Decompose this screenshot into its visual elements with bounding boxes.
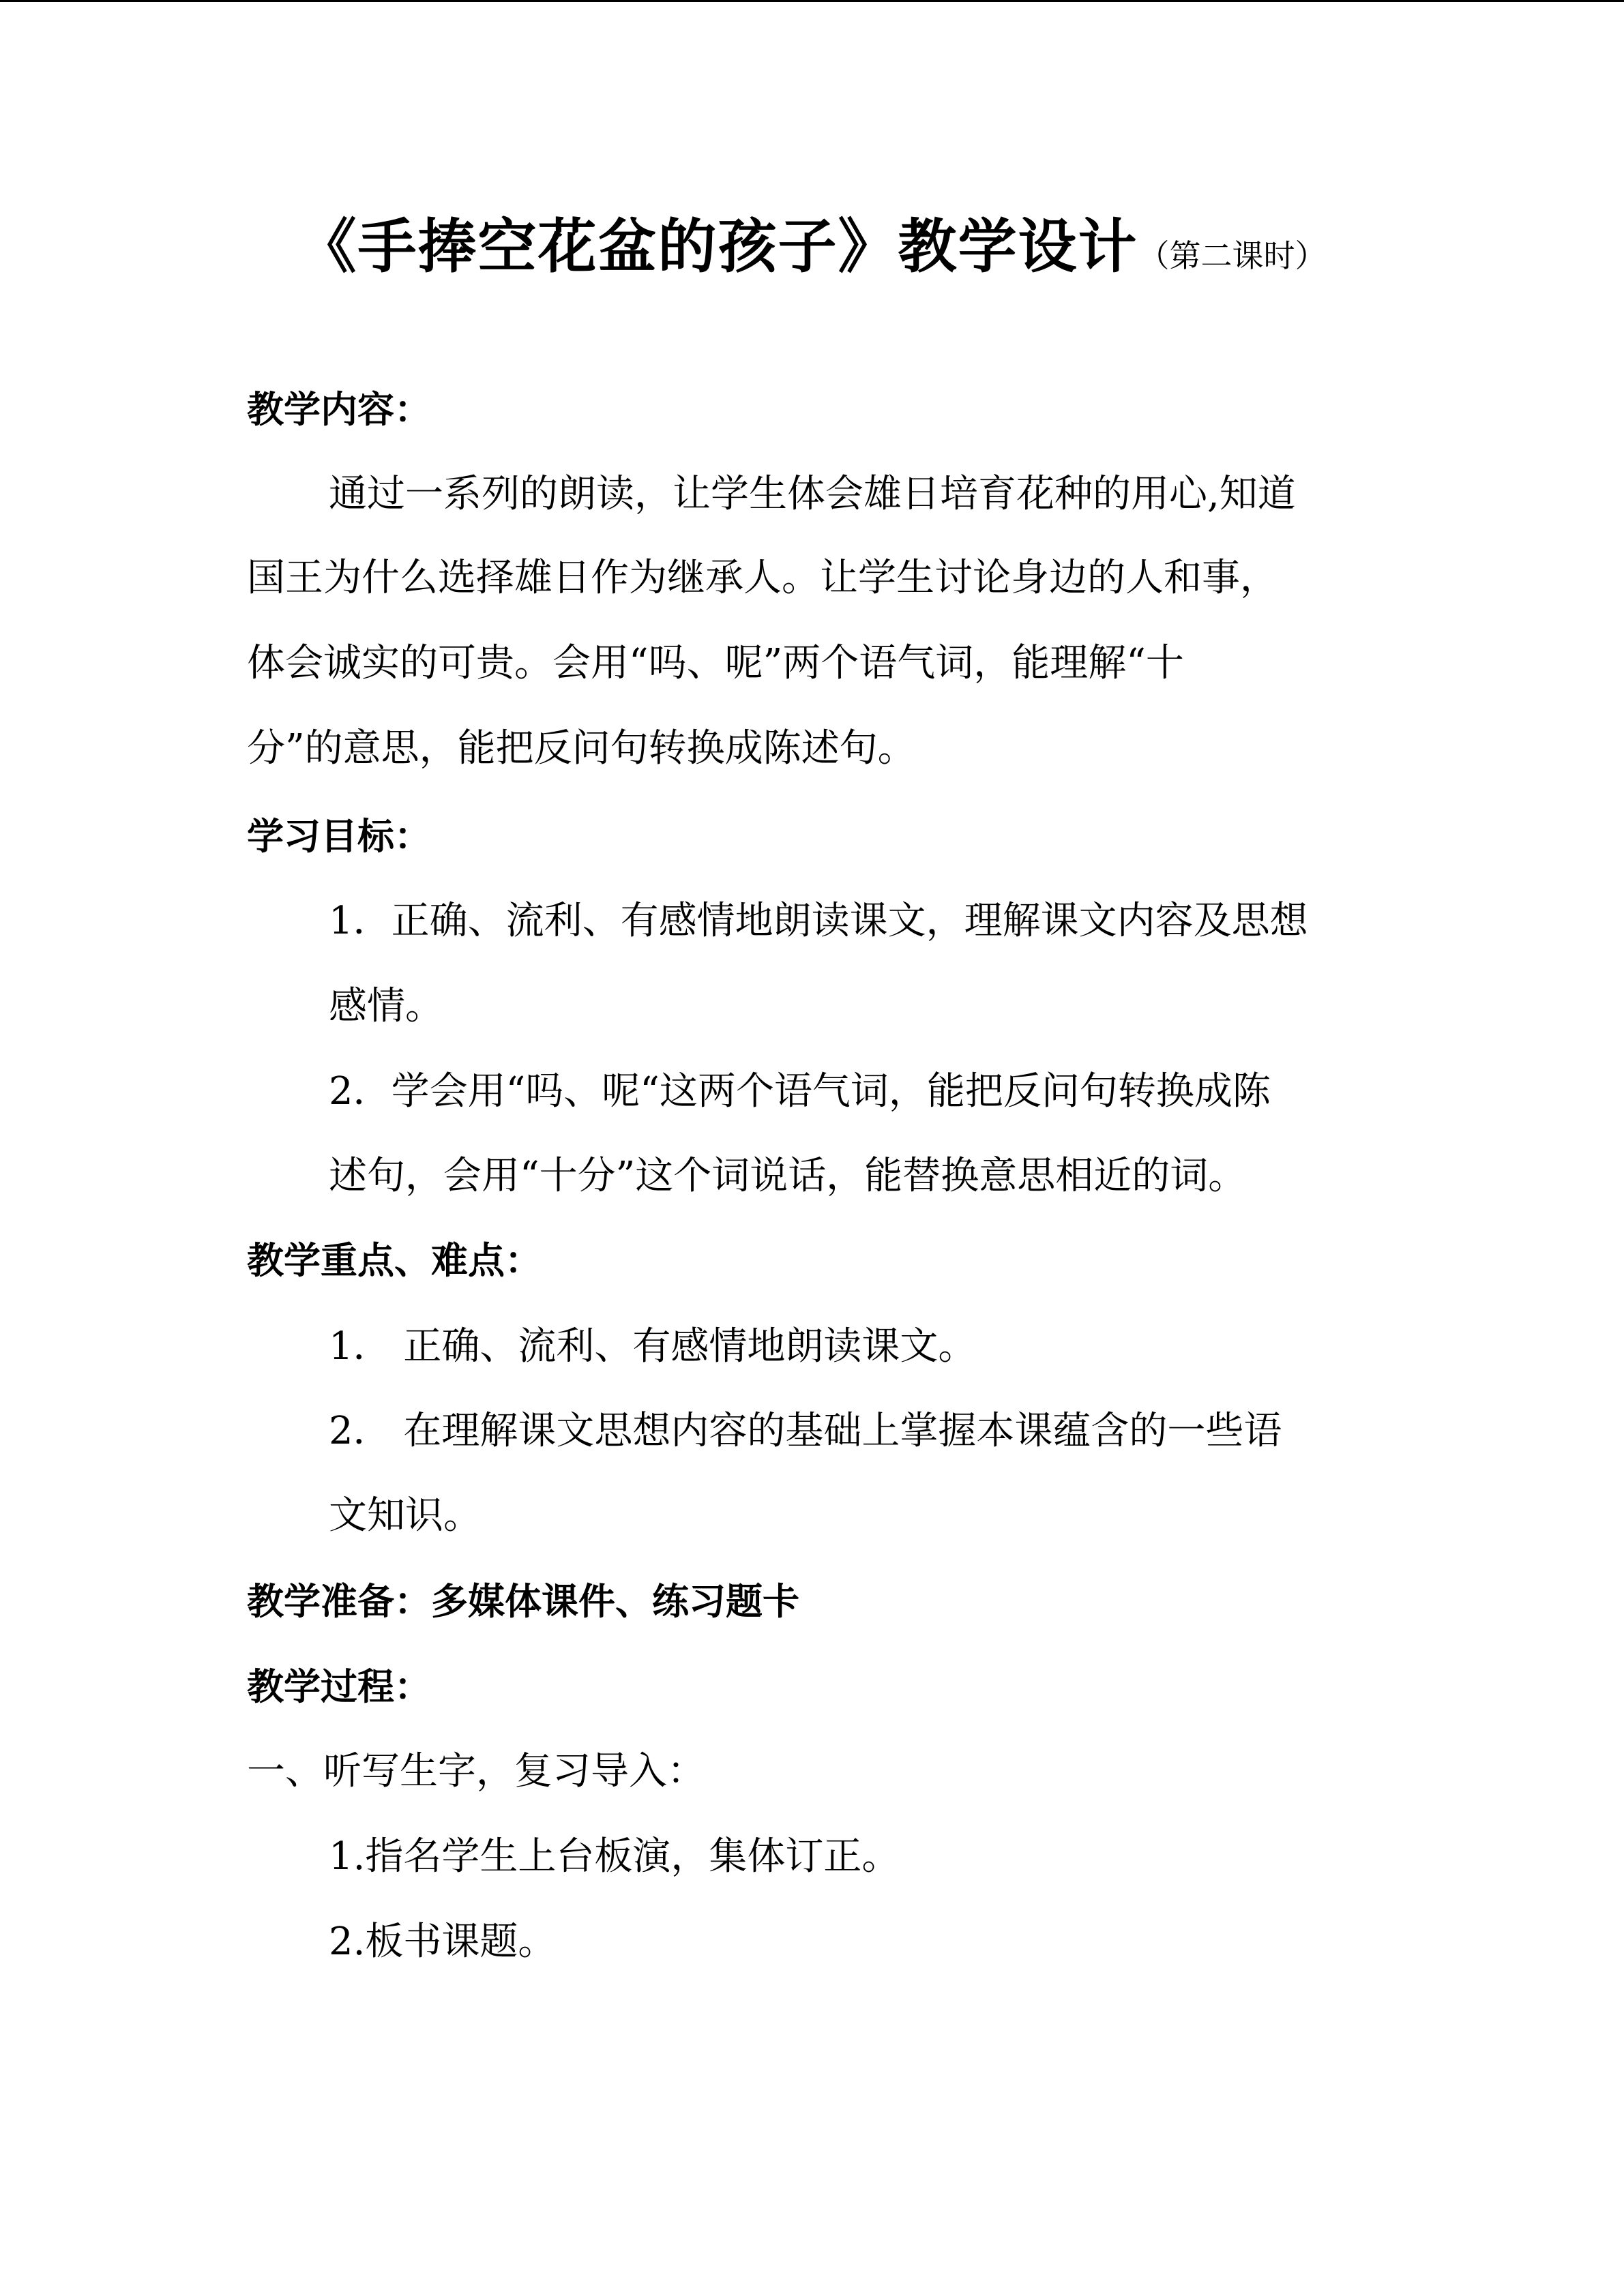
goal-item: 1．正确、流利、有感情地朗读课文，理解课文内容及思想 (329, 899, 1308, 943)
title-main: 《手捧空花盆的孩子》教学设计 (297, 213, 1138, 281)
key-point-item: 1． 正确、流利、有感情地朗读课文。 (329, 1324, 977, 1369)
step-heading: 一、听写生字，复习导入： (247, 1749, 705, 1793)
step-item: 2.板书课题。 (329, 1920, 557, 1964)
key-points-heading: 教学重点、难点： (247, 1239, 542, 1282)
goal-item: 2．学会用“吗、呢“这两个语气词，能把反问句转换成陈 (329, 1069, 1271, 1114)
content-line: 通过一系列的朗读，让学生体会雄日培育花种的用心,知道 (329, 472, 1296, 516)
goals-heading: 学习目标： (247, 815, 431, 858)
goal-item: 感情。 (329, 984, 443, 1028)
content-line: 体会诚实的可贵。会用“吗、呢”两个语气词，能理解“十 (247, 641, 1184, 685)
step-item: 1.指名学生上台板演，集体订正。 (329, 1834, 900, 1879)
content-heading: 教学内容： (247, 388, 431, 431)
process-heading: 教学过程： (247, 1665, 431, 1708)
top-border (0, 0, 1624, 2)
title-sub: （第二课时） (1138, 237, 1327, 274)
preparation: 教学准备：多媒体课件、练习题卡 (247, 1580, 799, 1623)
goal-item: 述句，会用“十分”这个词说话，能替换意思相近的词。 (329, 1154, 1247, 1198)
content-line: 分”的意思，能把反问句转换成陈述句。 (247, 726, 916, 771)
key-point-item: 文知识。 (329, 1493, 482, 1538)
document-title (0, 199, 1624, 284)
content-line: 国王为什么选择雄日作为继承人。让学生讨论身边的人和事， (247, 556, 1278, 600)
key-point-item: 2． 在理解课文思想内容的基础上掌握本课蕴含的一些语 (329, 1409, 1282, 1453)
